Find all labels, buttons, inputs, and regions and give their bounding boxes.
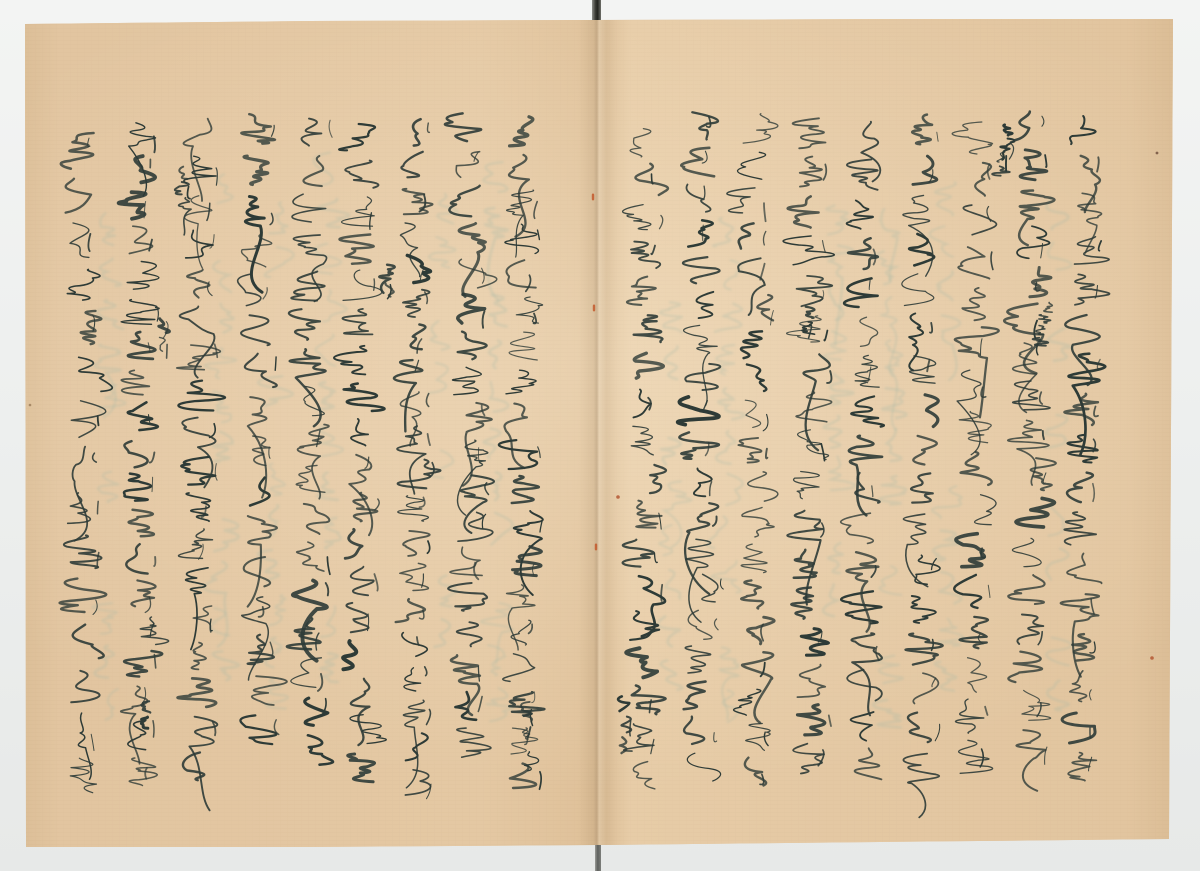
- book-spine-bottom: [595, 845, 601, 871]
- image-alt: [0, 0, 1, 1]
- book-spine-top: [592, 0, 601, 23]
